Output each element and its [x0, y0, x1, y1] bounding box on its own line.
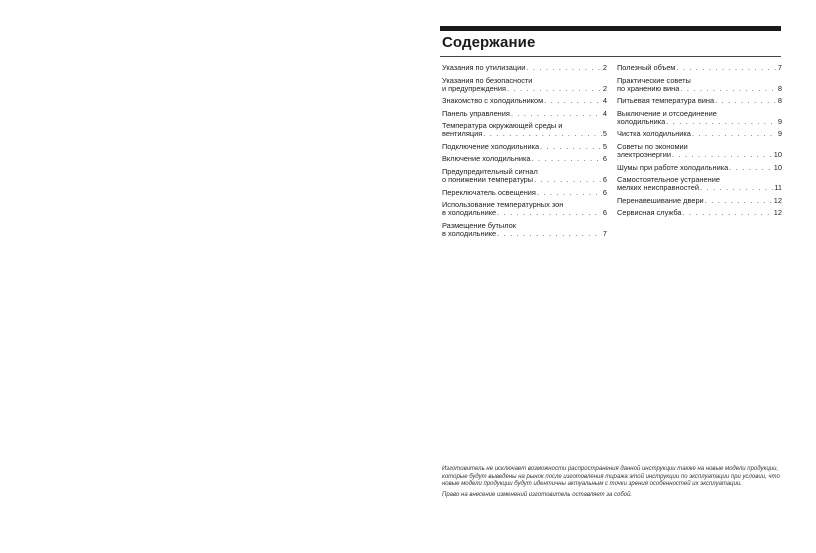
toc-entry-title-line: Знакомство с холодильником [442, 96, 544, 106]
toc-page-number: 12 [773, 195, 782, 205]
toc-entry-title-line: Указания по утилизации [442, 63, 526, 72]
toc-dot-leader [683, 209, 773, 217]
toc-dot-leader [497, 209, 602, 217]
toc-dot-leader [666, 118, 777, 126]
toc-entry-title-line: Практические советы [617, 76, 691, 85]
toc-entry[interactable] [617, 143, 782, 159]
footer-notes [442, 466, 782, 502]
toc-dot-leader [700, 184, 773, 192]
toc-dot-leader [544, 97, 602, 105]
toc-page-number: 6 [602, 187, 607, 197]
toc-entry-title-line: Выключение и отсоединение [617, 109, 717, 118]
toc-dot-leader [672, 151, 773, 159]
toc-entry-title-line: в холодильнике [442, 229, 497, 239]
toc-page-number: 10 [773, 162, 782, 172]
toc-entry[interactable] [617, 77, 782, 93]
toc-dot-leader [507, 85, 602, 93]
toc-dot-leader [497, 230, 602, 238]
toc-entry-title-line: Использование температурных зон [442, 201, 564, 210]
toc-entry-title-line: Самостоятельное устранение [617, 176, 720, 185]
toc-dot-leader [729, 164, 773, 172]
toc-entry-title-line: Перенавешивание двери [617, 195, 704, 205]
toc-column-right [617, 64, 782, 222]
toc-entry-title-line: Сервисная служба [617, 208, 682, 218]
toc-entry[interactable] [442, 155, 607, 163]
toc-entry-title-line: электроэнергии [617, 150, 671, 160]
toc-dot-leader [676, 64, 776, 72]
toc-page-number: 4 [602, 96, 607, 106]
toc-entry[interactable] [617, 64, 782, 72]
toc-entry[interactable] [617, 130, 782, 138]
toc-page-number: 11 [774, 183, 782, 193]
toc-column-left [442, 64, 607, 243]
toc-page-number: 6 [602, 208, 607, 218]
toc-page-number: 9 [777, 116, 782, 126]
toc-dot-leader [692, 130, 777, 138]
toc-entry[interactable] [442, 110, 607, 118]
page-title: Содержание [442, 34, 536, 51]
toc-entry[interactable] [617, 176, 782, 192]
toc-dot-leader [483, 130, 602, 138]
toc-entry-title-line: Питьевая температура вина [617, 96, 715, 106]
toc-entry-title-line: о понижении температуры [442, 175, 534, 185]
toc-page-number: 8 [777, 83, 782, 93]
toc-page-number: 4 [602, 108, 607, 118]
toc-page-number: 5 [602, 141, 607, 151]
toc-entry[interactable] [442, 97, 607, 105]
toc-entry[interactable] [617, 209, 782, 217]
toc-page-number: 6 [602, 175, 607, 185]
toc-entry-title-line: вентиляция [442, 129, 483, 139]
toc-dot-leader [534, 176, 602, 184]
toc-dot-leader [680, 85, 777, 93]
toc-page-number: 9 [777, 129, 782, 139]
toc-entry-title-line: в холодильнике [442, 208, 497, 218]
toc-entry-title-line: Температура окружающей среды и [442, 122, 563, 131]
toc-entry-title-line: Указания по безопасности [442, 76, 533, 85]
toc-entry-title-line: Подключение холодильника [442, 141, 540, 151]
title-bar-decoration [440, 26, 781, 31]
toc-entry-title-line: Чистка холодильника [617, 129, 691, 139]
toc-entry-title-line: и предупреждения [442, 83, 506, 93]
toc-entry[interactable] [442, 201, 607, 217]
toc-entry-title-line: Размещение бутылок [442, 221, 516, 230]
toc-entry[interactable] [442, 64, 607, 72]
toc-entry-title-line: Шумы при работе холодильника [617, 162, 729, 172]
toc-dot-leader [715, 97, 777, 105]
toc-entry-title-line: мелких неисправностей [617, 183, 699, 193]
footer-rights: Право на внесение изменений изготовитель оставляет за собой. [442, 491, 633, 498]
toc-entry[interactable] [617, 97, 782, 105]
toc-page-number: 5 [602, 129, 607, 139]
toc-entry-title-line: Полезный объем [617, 63, 676, 72]
title-rule [440, 56, 781, 57]
toc-page-number: 2 [602, 63, 607, 72]
toc-page-number: 7 [777, 63, 782, 72]
toc-entry[interactable] [617, 164, 782, 172]
toc-entry-title-line: Предупредительный сигнал [442, 167, 538, 176]
toc-dot-leader [532, 155, 602, 163]
toc-entry[interactable] [442, 77, 607, 93]
toc-entry-title-line: холодильника [617, 116, 666, 126]
toc-entry[interactable] [442, 189, 607, 197]
toc-entry[interactable] [617, 110, 782, 126]
toc-page-number: 6 [602, 154, 607, 164]
toc-entry[interactable] [442, 168, 607, 184]
toc-entry[interactable] [442, 222, 607, 238]
toc-page-number: 8 [777, 96, 782, 106]
toc-dot-leader [540, 143, 602, 151]
toc-dot-leader [537, 189, 602, 197]
toc-entry[interactable] [442, 122, 607, 138]
toc-entry-title-line: Включение холодильника [442, 154, 531, 164]
toc-entry-title-line: по хранению вина [617, 83, 680, 93]
toc-entry[interactable] [442, 143, 607, 151]
toc-dot-leader [526, 64, 602, 72]
toc-page-number: 2 [602, 83, 607, 93]
footer-notice: Изготовитель не исключает возможности распространения данной инструкции также на новые модели продукции, которые будут выведены на рынок после изготовления тиража этой инструкции по эксплуатации при условии, что новые модели продукции будут идентичны актуальным с точки зрения особенностей их эксплуатации. [442, 466, 780, 488]
toc-entry[interactable] [617, 197, 782, 205]
toc-page-number: 7 [602, 229, 607, 239]
toc-page-number: 10 [773, 150, 782, 160]
toc-dot-leader [511, 110, 602, 118]
toc-page-number: 12 [773, 208, 782, 218]
toc-dot-leader [705, 197, 773, 205]
toc-entry-title-line: Советы по экономии [617, 142, 688, 151]
toc-entry-title-line: Панель управления [442, 108, 510, 118]
toc-entry-title-line: Переключатель освещения [442, 187, 536, 197]
